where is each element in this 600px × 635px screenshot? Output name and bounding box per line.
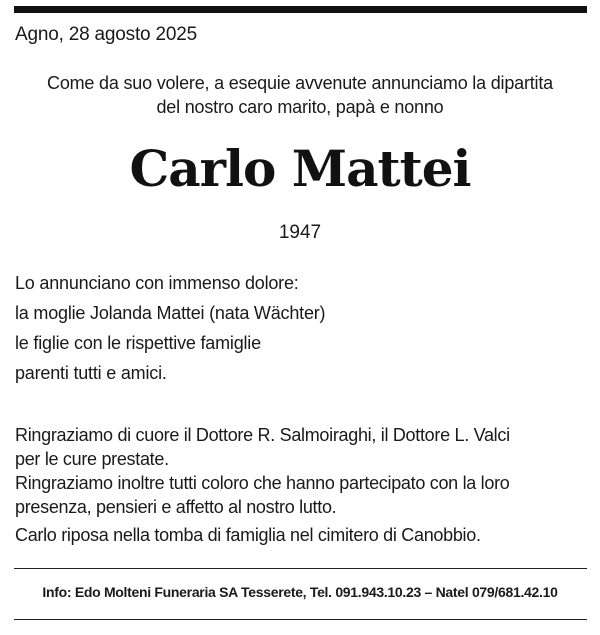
thanks-line: Ringraziamo di cuore il Dottore R. Salmoiraghi, il Dottore L. Valci <box>15 425 510 445</box>
top-rule <box>14 6 587 13</box>
deceased-year: 1947 <box>278 222 322 243</box>
intro-text <box>0 71 600 119</box>
footer-bottom-rule <box>14 619 587 620</box>
announcement-line: parenti tutti e amici. <box>15 363 167 383</box>
footer-top-rule <box>14 568 587 569</box>
intro-line: Come da suo volere, a esequie avvenute annunciamo la dipartita <box>47 73 553 93</box>
place-date: Agno, 28 agosto 2025 <box>15 24 197 45</box>
thanks-line: per le cure prestate. <box>15 449 169 469</box>
intro-line: del nostro caro marito, papà e nonno <box>156 97 444 117</box>
thanks-block <box>15 423 590 547</box>
announcement-line: le figlie con le rispettive famiglie <box>15 333 261 353</box>
deceased-name: Carlo Mattei <box>129 139 471 198</box>
announcement-block <box>15 268 325 388</box>
footer-info: Info: Edo Molteni Funeraria SA Tesserete, Tel. 091.943.10.23 – Natel 079/681.42.10 <box>42 584 558 600</box>
thanks-line: presenza, pensieri e affetto al nostro lutto. <box>15 497 337 517</box>
announcement-line: Lo annunciano con immenso dolore: <box>15 273 299 293</box>
thanks-line: Ringraziamo inoltre tutti coloro che hanno partecipato con la loro <box>15 473 510 493</box>
announcement-line: la moglie Jolanda Mattei (nata Wächter) <box>15 303 326 323</box>
burial-line: Carlo riposa nella tomba di famiglia nel cimitero di Canobbio. <box>15 525 481 545</box>
